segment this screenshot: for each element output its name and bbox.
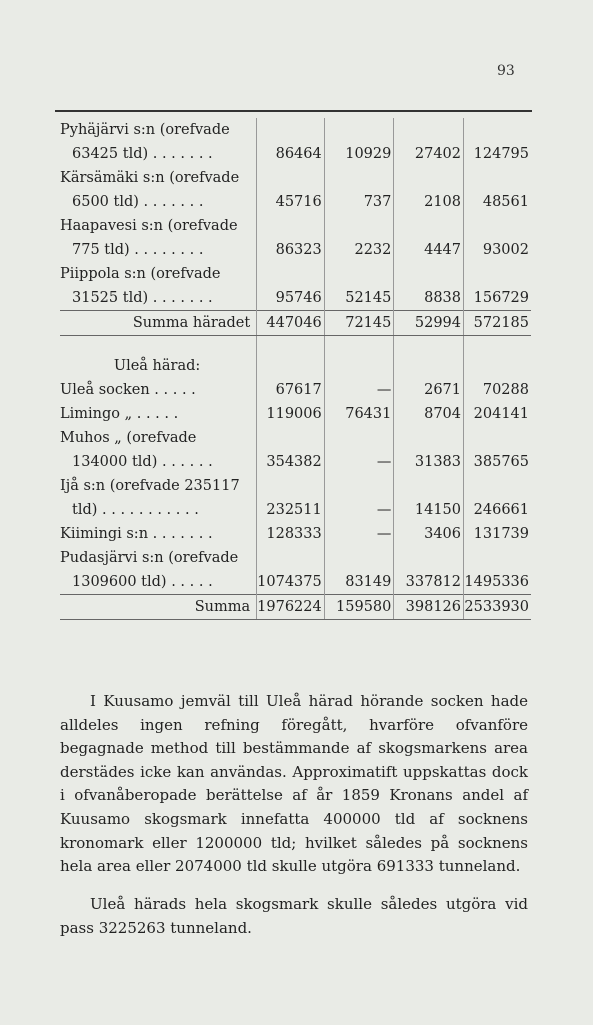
cell-value: 2108	[394, 190, 464, 214]
cell-value: 48561	[464, 190, 531, 214]
sum-row	[60, 595, 531, 620]
cell-value: 45716	[257, 190, 325, 214]
cell-value: 72145	[324, 311, 394, 336]
cell-value: 385765	[464, 450, 531, 474]
cell-value: 3406	[394, 522, 464, 546]
cell-value: 83149	[324, 570, 394, 595]
cell-value: —	[324, 498, 394, 522]
cell-value: 2533930	[464, 595, 531, 620]
cell-value: 27402	[394, 142, 464, 166]
paragraph-summary: Uleå härads hela skogsmark skulle således utgöra vid pass 3225263 tunneland.	[60, 895, 528, 937]
table-row	[60, 474, 531, 498]
row-label: 1309600 tld) . . . . .	[72, 574, 213, 590]
cell-value: 86464	[257, 142, 325, 166]
table-row	[60, 142, 531, 166]
cell-value: 70288	[464, 378, 531, 402]
sum-label: Summa häradet	[60, 311, 257, 336]
cell-value: 1074375	[257, 570, 325, 595]
row-label: 31525 tld) . . . . . . .	[72, 290, 213, 306]
cell-value: 119006	[257, 402, 325, 426]
cell-value: 67617	[257, 378, 325, 402]
cell-value: —	[324, 522, 394, 546]
row-label: Pudasjärvi s:n (orefvade	[60, 550, 239, 566]
table-row	[60, 570, 531, 595]
table-row	[60, 426, 531, 450]
cell-value: 52994	[394, 311, 464, 336]
table-row	[60, 286, 531, 311]
table-row	[60, 262, 531, 286]
cell-value: —	[324, 450, 394, 474]
row-label: Muhos „ (orefvade	[60, 430, 197, 446]
cell-value: 4447	[394, 238, 464, 262]
cell-value: 131739	[464, 522, 531, 546]
section-heading: Uleå härad:	[113, 358, 201, 374]
cell-value: 10929	[324, 142, 394, 166]
cell-value: 232511	[257, 498, 325, 522]
cell-value: 246661	[464, 498, 531, 522]
table-top-rule	[55, 110, 532, 112]
cell-value: 156729	[464, 286, 531, 311]
cell-value: 2671	[394, 378, 464, 402]
statistics-table	[60, 118, 531, 620]
row-label: Ijå s:n (orefvade 235117	[60, 478, 240, 494]
page-number: 93	[497, 63, 515, 79]
cell-value: —	[324, 378, 394, 402]
cell-value: 14150	[394, 498, 464, 522]
table-row	[60, 546, 531, 570]
cell-value: 8704	[394, 402, 464, 426]
cell-value: 93002	[464, 238, 531, 262]
cell-value: 737	[324, 190, 394, 214]
row-label: Haapavesi s:n (orefvade	[60, 218, 238, 234]
cell-value: 159580	[324, 595, 394, 620]
row-label: Piippola s:n (orefvade	[60, 266, 221, 282]
row-label: tld) . . . . . . . . . . .	[72, 502, 199, 518]
cell-value: 2232	[324, 238, 394, 262]
cell-value: 1495336	[464, 570, 531, 595]
row-label: 6500 tld) . . . . . . .	[72, 194, 204, 210]
cell-value: 128333	[257, 522, 325, 546]
cell-value: 572185	[464, 311, 531, 336]
row-label: Pyhäjärvi s:n (orefvade	[60, 122, 230, 138]
row-label: Kärsämäki s:n (orefvade	[60, 170, 240, 186]
row-label: 775 tld) . . . . . . . .	[72, 242, 204, 258]
row-label: 134000 tld) . . . . . .	[72, 454, 213, 470]
table-row	[60, 402, 531, 426]
section-heading-row	[60, 342, 531, 378]
table-row	[60, 166, 531, 190]
cell-value: 86323	[257, 238, 325, 262]
cell-value: 354382	[257, 450, 325, 474]
sum-label: Summa	[60, 595, 257, 620]
cell-value: 337812	[394, 570, 464, 595]
table-row	[60, 238, 531, 262]
table-row	[60, 118, 531, 142]
sum-row	[60, 311, 531, 336]
row-label: Uleå socken . . . . .	[60, 382, 196, 398]
table-row	[60, 522, 531, 546]
cell-value: 52145	[324, 286, 394, 311]
cell-value: 31383	[394, 450, 464, 474]
cell-value: 95746	[257, 286, 325, 311]
row-label: 63425 tld) . . . . . . .	[72, 146, 213, 162]
table-row	[60, 450, 531, 474]
table-row	[60, 214, 531, 238]
cell-value: 8838	[394, 286, 464, 311]
cell-value: 124795	[464, 142, 531, 166]
table-row	[60, 190, 531, 214]
row-label: Kiimingi s:n . . . . . . .	[60, 526, 213, 542]
table-row	[60, 498, 531, 522]
paragraph-kuusamo: I Kuusamo jemväl till Uleå härad hörande socken hade alldeles ingen refning föregått, hvarföre ofvanföre begagnade method till bestämmande af skogsmarkens area derstädes icke kan användas. Approximatift uppskattas dock i ofvanåberopade berättelse af år 1859 Kronans andel af Kuusamo skogsmark innefatta 400000 tld af socknens kronomark eller 1200000 tld; hvilket således på socknens hela area eller 2074000 tld skulle utgöra 691333 tunneland.	[60, 692, 528, 876]
cell-value: 76431	[324, 402, 394, 426]
cell-value: 204141	[464, 402, 531, 426]
cell-value: 398126	[394, 595, 464, 620]
cell-value: 1976224	[257, 595, 325, 620]
table-row	[60, 378, 531, 402]
row-label: Limingo „ . . . . .	[60, 406, 179, 422]
cell-value: 447046	[257, 311, 325, 336]
